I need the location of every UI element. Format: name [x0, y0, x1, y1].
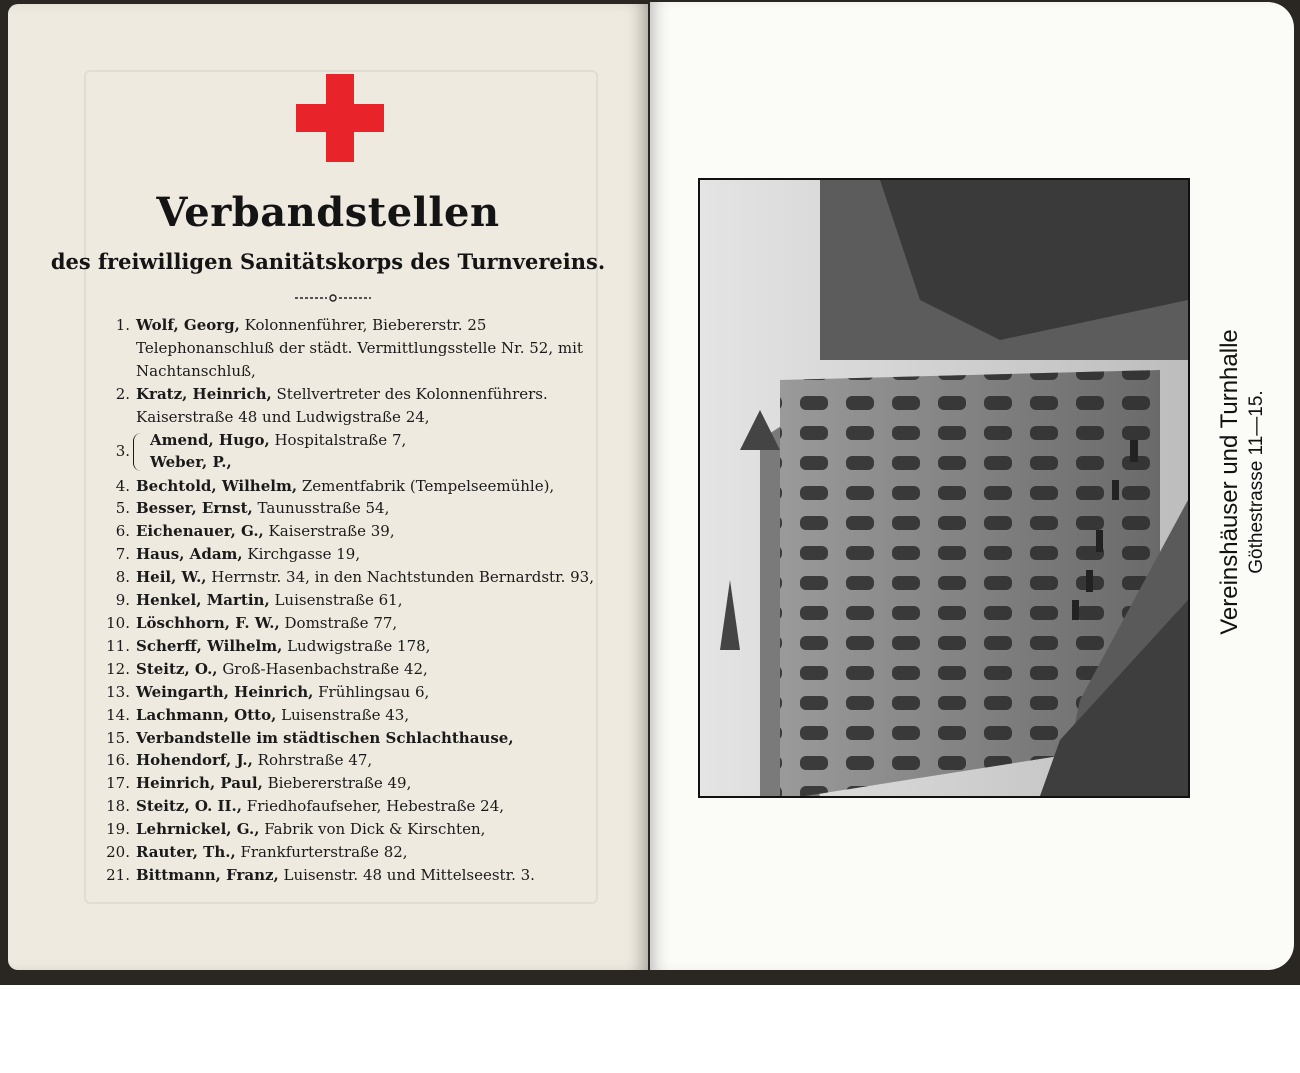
entry-name: Steitz, O. II.,: [136, 797, 243, 816]
page-subtitle: des freiwilligen Sanitätskorps des Turnvereins.: [50, 249, 606, 274]
list-item: [100, 681, 620, 704]
entry-name: Steitz, O.,: [136, 659, 218, 678]
entry-name: Henkel, Martin,: [136, 591, 270, 610]
entry-text: Zementfabrik (Tempelseemühle),: [301, 476, 555, 495]
list-item: [100, 704, 620, 727]
entry-number: 19.: [106, 820, 130, 839]
entry-text: Luisenstraße 61,: [274, 591, 403, 610]
divider-ornament: [293, 291, 373, 305]
entry-name: Verbandstelle im städtischen Schlachthause,: [136, 728, 514, 747]
caption-text: [1216, 286, 1268, 678]
entry-name: Besser, Ernst,: [136, 499, 253, 518]
entry-number: 2.: [115, 384, 130, 403]
list-item: [100, 749, 620, 772]
entry-name: Löschhorn, F. W.,: [136, 613, 280, 632]
entry-name: Lachmann, Otto,: [136, 705, 277, 724]
entry-number: 6.: [115, 522, 130, 541]
entry-text: Stellvertreter des Kolonnenführers. Kaiserstraße 48 und Ludwigstraße 24,: [136, 384, 548, 426]
entry-name: Bittmann, Franz,: [136, 865, 279, 884]
entry-number: 3.: [115, 441, 130, 460]
left-page: [8, 4, 648, 970]
entry-number: 15.: [106, 728, 130, 747]
list-item: [100, 497, 620, 520]
entry-text: Friedhofaufseher, Hebestraße 24,: [246, 797, 505, 816]
entry-number: 21.: [106, 865, 130, 884]
entry-number: 9.: [115, 591, 130, 610]
entry-name: Lehrnickel, G.,: [136, 820, 260, 839]
entry-text: Fabrik von Dick & Kirschten,: [264, 820, 486, 839]
entry-text: Kolonnenführer, Biebererstr. 25 Telephonanschluß der städt. Vermittlungsstelle Nr. 52, mit Nachtanschluß,: [136, 316, 583, 380]
entry-number: 12.: [106, 659, 130, 678]
entry-number: 18.: [106, 797, 130, 816]
list-item: [100, 727, 620, 750]
entry-number: 13.: [106, 682, 130, 701]
entry-name: Amend, Hugo,: [150, 430, 270, 449]
red-cross-icon: [296, 74, 384, 162]
entry-number: 5.: [115, 499, 130, 518]
entry-text: Herrnstr. 34, in den Nachtstunden Bernardstr. 93,: [211, 568, 594, 587]
caption-address: Göthestrasse 11—15.: [1246, 390, 1267, 574]
entry-number: 4.: [115, 476, 130, 495]
entry-number: 7.: [115, 545, 130, 564]
list-item: [100, 314, 620, 383]
entry-text: Ludwigstraße 178,: [287, 636, 431, 655]
list-item: [100, 566, 620, 589]
entry-text: Kaiserstraße 39,: [268, 522, 395, 541]
entry-text: Taunusstraße 54,: [257, 499, 390, 518]
list-item: [100, 475, 620, 498]
list-item: [100, 772, 620, 795]
entry-name: Weingarth, Heinrich,: [136, 682, 314, 701]
list-item: [100, 864, 620, 887]
entry-name: Bechtold, Wilhelm,: [136, 476, 298, 495]
photo-caption: [1214, 286, 1270, 678]
entry-number: 1.: [115, 316, 130, 334]
entry-name: Kratz, Heinrich,: [136, 384, 272, 403]
entry-name: Scherff, Wilhelm,: [136, 636, 283, 655]
entry-text: Hospitalstraße 7,: [274, 430, 407, 449]
entry-number: 17.: [106, 774, 130, 793]
entry-text: Biebererstraße 49,: [267, 774, 412, 793]
list-item: [100, 635, 620, 658]
entry-number: 8.: [115, 568, 130, 587]
list-item: [100, 543, 620, 566]
entry-number: 14.: [106, 705, 130, 724]
entry-number: 10.: [106, 613, 130, 632]
entry-name: Rauter, Th.,: [136, 843, 236, 862]
list-item: [100, 658, 620, 681]
list-item: [100, 383, 620, 429]
list-item: [100, 612, 620, 635]
entry-name: Heil, W.,: [136, 568, 207, 587]
entry-name: Weber, P.,: [150, 453, 232, 472]
entry-name: Hohendorf, J.,: [136, 751, 253, 770]
entry-text: Frühlingsau 6,: [318, 682, 430, 701]
entry-text: Kirchgasse 19,: [247, 545, 361, 564]
list-item: [100, 818, 620, 841]
entry-text: Frankfurterstraße 82,: [240, 843, 408, 862]
entry-number: 11.: [106, 636, 130, 655]
list-item: [100, 795, 620, 818]
entry-name: Haus, Adam,: [136, 545, 243, 564]
entry-text: Luisenstr. 48 und Mittelseestr. 3.: [283, 865, 535, 884]
page-title: Verbandstellen: [156, 189, 500, 236]
entry-name: Eichenauer, G.,: [136, 522, 264, 541]
caption-title: Vereinshäuser und Turnhalle: [1216, 329, 1243, 635]
entry-name: Heinrich, Paul,: [136, 774, 263, 793]
entry-text: Rohrstraße 47,: [257, 751, 373, 770]
entry-number: 20.: [106, 843, 130, 862]
brace-icon: [133, 433, 144, 471]
list-item: [100, 841, 620, 864]
list-item: [100, 589, 620, 612]
entry-number: 16.: [106, 751, 130, 770]
list-item: [100, 520, 620, 543]
entry-text: Domstraße 77,: [284, 613, 398, 632]
list-item-group: [100, 429, 620, 475]
entry-text: Groß-Hasenbachstraße 42,: [222, 659, 428, 678]
building-photo: [698, 178, 1190, 798]
entry-text: Luisenstraße 43,: [281, 705, 410, 724]
entry-list: [100, 314, 620, 887]
entry-name: Wolf, Georg,: [136, 316, 240, 334]
